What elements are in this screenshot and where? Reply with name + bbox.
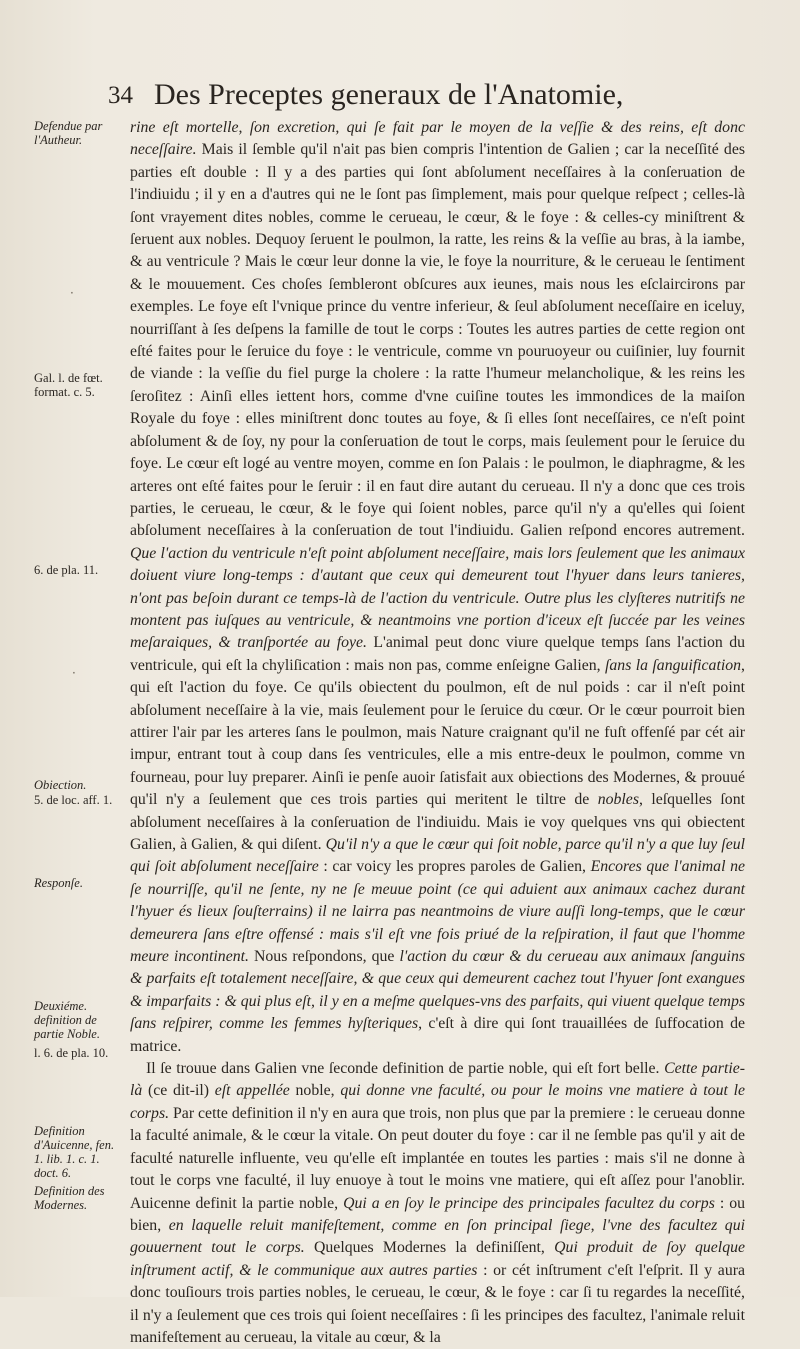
running-title: Des Preceptes generaux de l'Anatomie, — [154, 78, 624, 111]
margin-note-responſe: Responſe. — [34, 876, 83, 890]
margin-note-de-loc-aff: 5. de loc. aff. 1. — [34, 793, 113, 807]
margin-notes — [0, 0, 128, 1297]
text-segment: Il ſe trouue dans Galien vne ſeconde definition de partie noble, qui eſt fort belle. — [146, 1060, 665, 1078]
paragraph — [130, 1058, 745, 1349]
text-segment: (ce dit-il) — [142, 1082, 215, 1100]
italic-segment: Qui a en ſoy le principe des principales facultez du corps — [343, 1194, 715, 1212]
italic-segment: eſt appellée — [214, 1082, 290, 1100]
text-segment: Quelques Modernes la definiſſent, — [304, 1239, 555, 1257]
text-segment: Par cette definition il n'y en aura que trois, non plus que par la premiere : le cerueau donne la faculté animale, & le cœur la vitale. On peut douter du foye : car il ne ſemble pas qu'il y ait de faculté naturelle influente, veu qu'elle eſt implantée en toutes les parties : mais s'il ne donne à tout le corps vne faculté, il luy enuoye à tout le moins vne matiere, qui eſt aſſez pour l'anoblir. Auicenne definit la partie noble, — [130, 1104, 745, 1212]
page-number: 34 — [108, 82, 133, 109]
text-segment: L'animal peut donc viure quelque temps ſans l'action du ventricule, qui eſt la chyliſication : mais non pas, comme enſeigne Galien, — [130, 634, 745, 674]
page-mark: · — [70, 286, 74, 300]
text-segment: , qui eſt l'action du foye. Ce qu'ils obiectent du poulmon, eſt de nul poids : car il n'eſt point abſolument neceſſaire à la vie, mais ſeulement pour le ſeruice du cœur. Or le cœur pourroit bien attirer l'air par les arteres ſans le poulmon, mais Nature craignant qu'il ne fuſt offenſé par cét air impur, entrant tout à coup dans ſes ventricules, elle a mis entre-deux le poulmon, comme vn fourneau, pour luy preparer. Ainſi ie penſe auoir ſatisfait aux obiections des Modernes, & prouué qu'il n'y a ſeulement que ces trois parties qui meritent le tiltre de — [130, 656, 745, 809]
text-segment: : ou bien, — [130, 1194, 745, 1234]
margin-note-gal-fœt: Gal. l. de fœt. format. c. 5. — [34, 371, 103, 399]
margin-note-obiection: Obiection. — [34, 778, 87, 792]
italic-segment: nobles — [597, 791, 639, 809]
italic-segment: Cette partie-là — [130, 1060, 746, 1100]
italic-segment: ſans la ſanguification — [605, 656, 742, 674]
margin-note-modernes: Definition des Modernes. — [34, 1184, 105, 1212]
italic-segment: qui donne vne faculté, ou pour le moins vne matiere à tout le corps. — [130, 1082, 745, 1122]
italic-segment: Que l'action du ventricule n'eſt point abſolument neceſſaire, mais lors ſeulement que les animaux doiuent viure long-temps : d'autant que ceux qui demeurent tout l'hyuer dans leurs tanieres, n'ont pas beſoin durant ce temps-là de l'action du ventricule. Outre plus les clyſteres nutritifs ne montent pas iuſques au ventricule, & neantmoins vne portion d'iceux eſt ſuccée par les veines meſaraiques, & tranſportée au foye. — [130, 544, 745, 652]
italic-segment: en laquelle reluit manifeſtement, comme en ſon principal ſiege, l'vne des facultez qui gouuernent tout le corps. — [130, 1216, 745, 1257]
text-segment: : or cét inſtrument c'eſt l'eſprit. Il y aura donc touſiours trois parties nobles, le cerueau, le cœur, & le foye : car ſi tu regardes la neceſſité, il n'y a ſeulement que ces trois qui ſoient neceſſaires : ſi les principes des facultez, l'animale reluit manifeſtement au cerueau, la vitale au cœur, & la — [130, 1261, 745, 1346]
text-segment: , c'eſt à dire qui ſont trauaillées de ſuffocation de matrice. — [130, 1015, 745, 1055]
paragraph — [130, 117, 745, 1058]
italic-segment: Encores que l'animal ne ſe nourriſſe, qu'il ne ſente, ny ne ſe meuue point (ce qui aduient aux animaux cachez durant l'hyuer és lieux ſouſterrains) il ne lairra pas neantmoins de viure auſſi long-temps, que le cœur demeurera ſans eſtre offensé : mais s'il eſt vne fois priué de la reſpiration, il faut que l'homme meure incontinent. — [130, 858, 745, 966]
italic-segment: Qu'il n'y a que le cœur qui ſoit noble, parce qu'il n'y a que luy ſeul qui ſoit abſolument neceſſaire — [130, 836, 745, 876]
margin-note-deuxieme-definition: Deuxiéme. definition de partie Noble. — [34, 999, 100, 1041]
text-segment: , leſquelles ſont abſolument neceſſaires à la conſeruation de l'indiuidu. Mais ie voy quelques vns qui obiectent Galien, à Galien, & qui diſent. — [130, 791, 745, 853]
text-segment: : car voicy les propres paroles de Galien, — [318, 858, 591, 876]
body-text — [130, 117, 745, 1349]
italic-segment: l'action du cœur & du cerueau aux animaux ſanguins & parfaits eſt totalement neceſſaire, & que ceux qui demeurent cachez tout l'hyuer ſont exangues & imparfaits : & qui plus eſt, il y en a meſme quelques-vns des parfaits, qui viuent quelque temps ſans reſpirer, comme les femmes hyſteriques — [130, 948, 745, 1033]
italic-segment: rine eſt mortelle, ſon excretion, qui ſe fait par le moyen de la veſſie & des reins, eſt donc neceſſaire. — [130, 119, 745, 159]
text-segment: noble, — [289, 1082, 341, 1100]
text-segment: Nous reſpondons, que — [248, 948, 400, 966]
margin-note-defendue: Defendue par l'Autheur. — [34, 119, 103, 147]
margin-note-de-pla-11: 6. de pla. 11. — [34, 563, 99, 577]
page-header — [108, 78, 728, 114]
italic-segment: Qui produit de ſoy quelque inſtrument actif, & le communique aux autres parties — [130, 1239, 746, 1279]
text-segment: Mais il ſemble qu'il n'ait pas bien compris l'intention de Galien ; car la neceſſité des parties eſt double : Il y a des parties qui ſont abſolument neceſſaires à la conſeruation de l'indiuidu ; il y en a d'autres qui ne le ſont pas ſimplement, mais pour quelque reſpect ; celles-là ſont vrayement dites nobles, comme le cerueau, le cœur, & le foye : & celles-cy miniſtrent & ſeruent aux nobles. Dequoy ſeruent le poulmon, la ratte, les reins & la veſſie au bras, à la iambe, & au ventricule ? Mais le cœur leur donne la vie, le foye la nourriture, & le cerueau le ſentiment & le mouuement. Ces choſes ſembleront obſcures aux ieunes, mais nous les eſclaircirons par exemples. Le foye eſt l'vnique prince du ventre inferieur, & ſeul abſolument neceſſaire en iceluy, nourriſſant à ſes deſpens la famille de tout le corps : Toutes les autres parties de cette region ont eſté faites pour le ſeruice du foye : le ventricule, comme vn pouruoyeur ou cuiſinier, luy fournit de viande : la veſſie du fiel purge la cholere : la ratte l'humeur melancholique, & les reins les ſeroſitez : Ainſi elles iettent hors, comme d'vne cuiſine toutes les immondices de la maiſon Royale du foye : elles miniſtrent donc toutes au foye, & ſi elles ſont neceſſaires, ce n'eſt point abſolument & de ſoy, ny pour la conſeruation de tout le corps, mais ſeulement pour le ſeruice du foye. Le cœur eſt logé au ventre moyen, comme en ſon Palais : le poulmon, le diaphragme, & les arteres ont eſté faites pour le ſeruir : il en faut dire autant du cerueau. Il n'y a donc que ces trois parties, le cerueau, le cœur, & le foye qui ſoient nobles, parce qu'il n'y a qu'elles qui ſoient abſolument neceſſaires à la conſeruation de tout l'indiuidu. Galien reſpond encores autrement. — [130, 141, 745, 540]
page-mark: · — [72, 666, 76, 680]
margin-note-de-pla-10: l. 6. de pla. 10. — [34, 1046, 109, 1060]
margin-note-auicenne: Definition d'Auicenne, fen. 1. lib. 1. c. 1. doct. 6. — [34, 1124, 115, 1180]
